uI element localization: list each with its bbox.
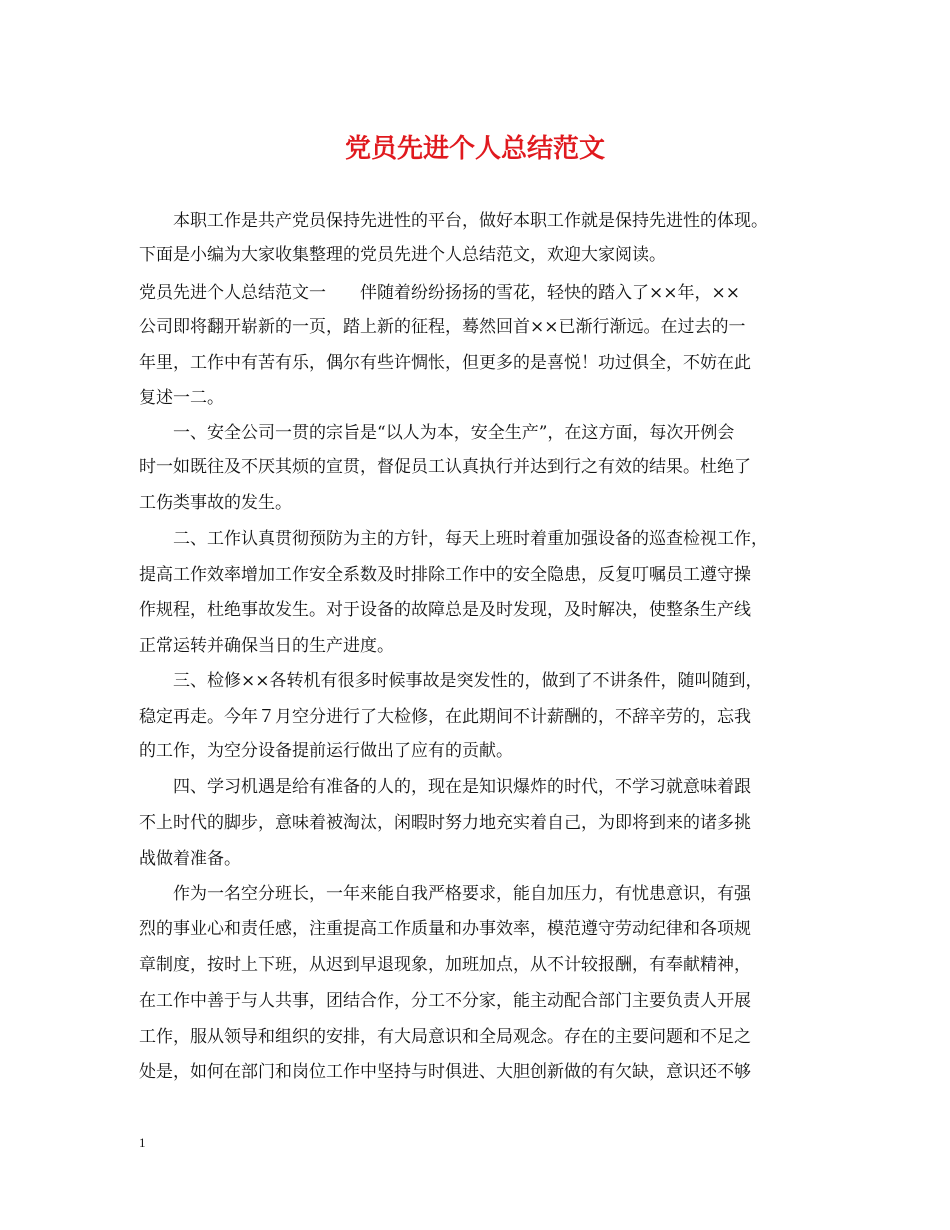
body-line: 本职工作是共产党员保持先进性的平台，做好本职工作就是保持先进性的体现。 — [139, 211, 768, 231]
body-line: 一、安全公司一贯的宗旨是“以人为本，安全生产”，在这方面，每次开例会 — [139, 423, 735, 443]
body-line: 工作，服从领导和组织的安排，有大局意识和全局观念。存在的主要问题和不足之 — [139, 1027, 751, 1047]
body-line: 作规程，杜绝事故发生。对于设备的故障总是及时发现，及时解决，使整条生产线 — [139, 600, 751, 620]
body-line: 四、学习机遇是给有准备的人的，现在是知识爆炸的时代，不学习就意味着跟 — [139, 777, 751, 797]
body-line: 烈的事业心和责任感，注重提高工作质量和办事效率，模范遵守劳动纪律和各项规 — [139, 919, 751, 939]
page-number: 1 — [139, 1135, 146, 1150]
body-line: 二、工作认真贯彻预防为主的方针，每天上班时着重加强设备的巡查检视工作， — [139, 529, 768, 549]
body-line: 复述一二。 — [139, 388, 224, 408]
body-line: 年里，工作中有苦有乐，偶尔有些许惆怅，但更多的是喜悦！功过俱全，不妨在此 — [139, 353, 751, 373]
body-line: 提高工作效率增加工作安全系数及时排除工作中的安全隐患，反复叮嘱员工遵守操 — [139, 565, 751, 585]
body-line: 作为一名空分班长，一年来能自我严格要求，能自加压力，有忧患意识，有强 — [139, 884, 751, 904]
body-line: 的工作，为空分设备提前运行做出了应有的贡献。 — [139, 741, 513, 761]
body-line: 稳定再走。今年７月空分进行了大检修，在此期间不计薪酬的，不辞辛劳的，忘我 — [139, 707, 751, 727]
body-line: 党员先进个人总结范文一 伴随着纷纷扬扬的雪花，轻快的踏入了××年，×× — [139, 283, 740, 303]
body-line: 下面是小编为大家收集整理的党员先进个人总结范文，欢迎大家阅读。 — [139, 245, 666, 265]
body-line: 处是，如何在部门和岗位工作中坚持与时俱进、大胆创新做的有欠缺，意识还不够 — [139, 1062, 751, 1082]
body-line: 不上时代的脚步，意味着被淘汰，闲暇时努力地充实着自己，为即将到来的诸多挑 — [139, 813, 751, 833]
body-line: 三、检修××各转机有很多时候事故是突发性的，做到了不讲条件，随叫随到， — [139, 671, 763, 691]
body-line: 公司即将翻开崭新的一页，踏上新的征程，蓦然回首××已渐行渐远。在过去的一 — [139, 317, 746, 337]
document-title: 党员先进个人总结范文 — [344, 134, 605, 164]
body-line: 章制度，按时上下班，从迟到早退现象，加班加点，从不计较报酬，有奉献精神， — [139, 955, 751, 975]
body-line: 时一如既往及不厌其烦的宣贯，督促员工认真执行并达到行之有效的结果。杜绝了 — [139, 457, 751, 477]
body-line: 工伤类事故的发生。 — [139, 493, 292, 513]
body-line: 在工作中善于与人共事，团结合作，分工不分家，能主动配合部门主要负责人开展 — [139, 991, 751, 1011]
body-line: 战做着准备。 — [139, 849, 241, 869]
body-line: 正常运转并确保当日的生产进度。 — [139, 636, 394, 656]
